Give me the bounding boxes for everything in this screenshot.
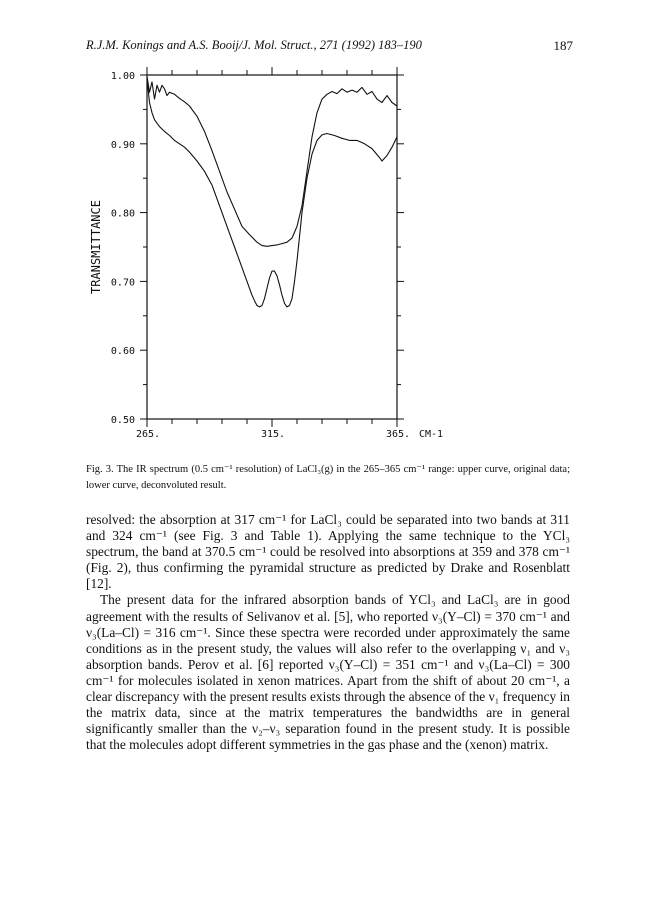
x-axis-label: CM-1	[419, 429, 444, 440]
body-text	[86, 512, 570, 753]
page-number: 187	[553, 38, 573, 53]
paragraph: resolved: the absorption at 317 cm⁻¹ for LaCl₃ could be separated into two bands at 311 and 324 cm⁻¹ (see Fig. 3 and Table 1). Applying the same technique to the YCl₃ spectrum, the band at 370.5 cm⁻¹ could be resolved into absorptions at 359 and 378 cm⁻¹ (Fig. 2), thus confirming the pyramidal structure as predicted by Drake and Rosenblatt [12].	[86, 512, 570, 592]
x-tick-label: 265.	[135, 429, 161, 440]
y-tick-label: 0.90	[110, 139, 135, 151]
plot-frame	[147, 75, 397, 419]
y-tick-label: 0.50	[110, 415, 135, 426]
paragraph: The present data for the infrared absorption bands of YCl₃ and LaCl₃ are in good agreement with the results of Selivanov et al. [5], who reported ν₃(Y–Cl) = 370 cm⁻¹ and ν₃(La–Cl) = 316 cm⁻¹. Since these spectra were recorded under approximately the same conditions as in the present study, the values will also refer to the overlapping ν₁ and ν₃ absorption bands. Perov et al. [6] reported ν₃(Y–Cl) = 351 cm⁻¹ and ν₃(La–Cl) = 300 cm⁻¹ for molecules isolated in xenon matrices. Apart from the shift of about 20 cm⁻¹, a clear discrepancy with the present results exists through the absence of the ν₁ frequency in the matrix data, since at the matrix temperatures the bandwidths are in general significantly smaller than the ν₂–ν₃ separation found in the present study. It is possible that the molecules adopt different symmetries in the gas phase and the (xenon) matrix.	[86, 592, 570, 753]
running-title: R.J.M. Konings and A.S. Booij/J. Mol. Struct., 271 (1992) 183–190	[86, 38, 422, 52]
y-tick-label: 0.80	[110, 208, 135, 220]
x-tick-label: 365.	[385, 429, 411, 440]
y-axis-label: TRANSMITTANCE	[89, 200, 103, 294]
upper-curve-original	[147, 76, 397, 246]
x-tick-label: 315.	[260, 429, 286, 440]
y-tick-label: 1.00	[110, 71, 135, 82]
figure-caption: Fig. 3. The IR spectrum (0.5 cm⁻¹ resolution) of LaCl₃(g) in the 265–365 cm⁻¹ range: upper curve, original data; lower curve, deconvoluted result.	[86, 464, 570, 491]
y-tick-label: 0.70	[110, 277, 135, 289]
y-tick-label: 0.60	[110, 346, 135, 358]
lower-curve-deconvoluted	[147, 78, 397, 307]
